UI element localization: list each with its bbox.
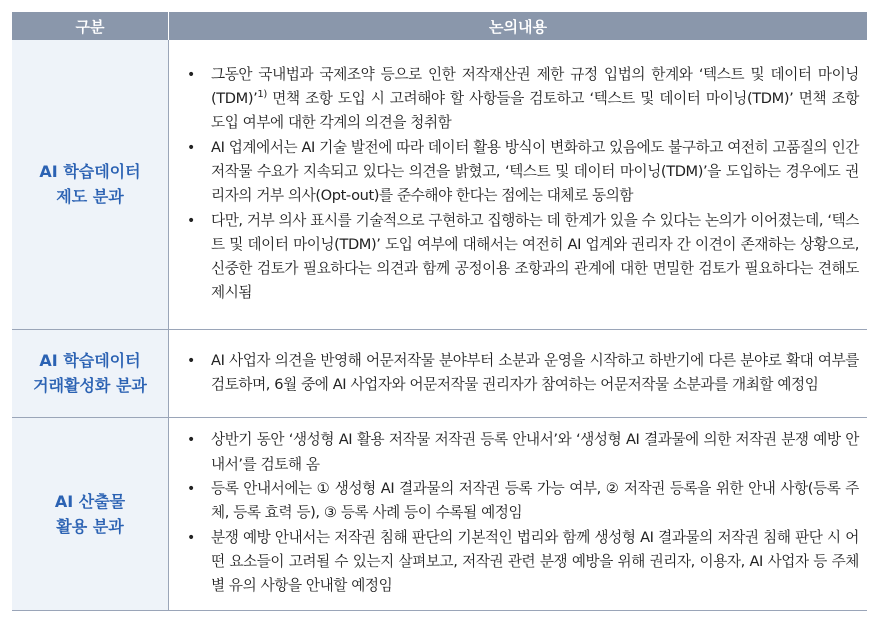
table-header-row <box>12 12 867 40</box>
category-line: 활용 분과 <box>56 516 124 536</box>
footnote-marker: 1) <box>257 89 267 101</box>
item-text-cont: 면책 조항 도입 시 고려해야 할 사항들을 검토하고 ‘텍스트 및 데이터 마이닝(TDM)’ 면책 조항 도입 여부에 대한 각계의 의견을 청취함 <box>211 90 859 132</box>
item-text: 상반기 동안 ‘생성형 AI 활용 저작물 저작권 등록 안내서’와 ‘생성형 AI 결과물에 의한 저작권 분쟁 예방 안내서’를 검토해 옴 <box>211 431 859 473</box>
bullet-icon: • <box>187 352 195 369</box>
item-text: 분쟁 예방 안내서는 저작권 침해 판단의 기본적인 법리와 함께 생성형 AI 결과물의 저작권 침해 판단 시 어떤 요소들이 고려될 수 있는지 살펴보고, 저작권 관련 분쟁 예방을 위해 권리자, 이용자, AI 사업자 등 주체별 유의 사항을 안내할 예정임 <box>211 528 859 595</box>
item-text: 다만, 거부 의사 표시를 기술적으로 구현하고 집행하는 데 한계가 있을 수 있다는 논의가 이어졌는데, ‘텍스트 및 데이터 마이닝(TDM)’ 도입 여부에 대해서는 여전히 AI 업계와 권리자 간 이견이 존재하는 상황으로, 신중한 검토가 필요하다는 의견과 함께 공정이용 조항과의 관계에 대한 면밀한 검토가 필요하다는 견해도 제시됨 <box>211 211 859 302</box>
row-category <box>12 329 169 417</box>
item-text: 등록 안내서에는 ① 생성형 AI 결과물의 저작권 등록 가능 여부, ② 저작권 등록을 위한 안내 사항(등록 주체, 등록 효력 등), ③ 등록 사례 등이 수록될 예정임 <box>211 480 859 522</box>
table-row <box>12 417 867 610</box>
bullet-icon: • <box>187 529 195 546</box>
table-row <box>12 40 867 329</box>
header-content: 논의내용 <box>169 12 868 40</box>
list-item <box>187 428 859 477</box>
list-item <box>187 63 859 136</box>
category-line: 거래활성화 분과 <box>33 376 147 395</box>
category-line: AI 학습데이터 <box>39 162 141 182</box>
discussion-table <box>12 12 867 611</box>
table-row <box>12 329 867 417</box>
list-item <box>187 349 859 398</box>
list-item <box>187 209 859 306</box>
row-content <box>169 329 868 417</box>
category-line: AI 학습데이터 <box>39 351 141 370</box>
row-category <box>12 417 169 610</box>
bullet-icon: • <box>187 481 195 498</box>
bullet-icon: • <box>187 66 195 83</box>
bullet-icon: • <box>187 139 195 156</box>
row-category <box>12 40 169 329</box>
list-item <box>187 526 859 599</box>
bullet-list <box>187 428 859 598</box>
bullet-list <box>187 349 859 398</box>
category-line: 제도 분과 <box>56 187 124 207</box>
item-text: AI 사업자 의견을 반영해 어문저작물 분야부터 소분과 운영을 시작하고 하반기에 다른 분야로 확대 여부를 검토하며, 6월 중에 AI 사업자와 어문저작물 권리자가 참여하는 어문저작물 소분과를 개최할 예정임 <box>211 351 859 393</box>
item-text: 그동안 국내법과 국제조약 등으로 인한 저작재산권 제한 규정 입법의 한계와 ‘텍스트 및 데이터 마이닝(TDM)’ <box>211 65 859 108</box>
list-item <box>187 477 859 526</box>
list-item <box>187 136 859 209</box>
bullet-list <box>187 63 859 306</box>
bullet-icon: • <box>187 432 195 449</box>
bullet-icon: • <box>187 212 195 229</box>
category-line: AI 산출물 <box>54 491 126 511</box>
header-category: 구분 <box>12 12 169 40</box>
row-content <box>169 417 868 610</box>
item-text: AI 업계에서는 AI 기술 발전에 따라 데이터 활용 방식이 변화하고 있음에도 불구하고 여전히 고품질의 인간 저작물 수요가 지속되고 있다는 의견을 밝혔고, ‘텍스트 및 데이터 마이닝(TDM)’을 도입하는 경우에도 권리자의 거부 의사(Opt-out)를 준수해야 한다는 점에는 대체로 동의함 <box>211 138 859 205</box>
row-content <box>169 40 868 329</box>
